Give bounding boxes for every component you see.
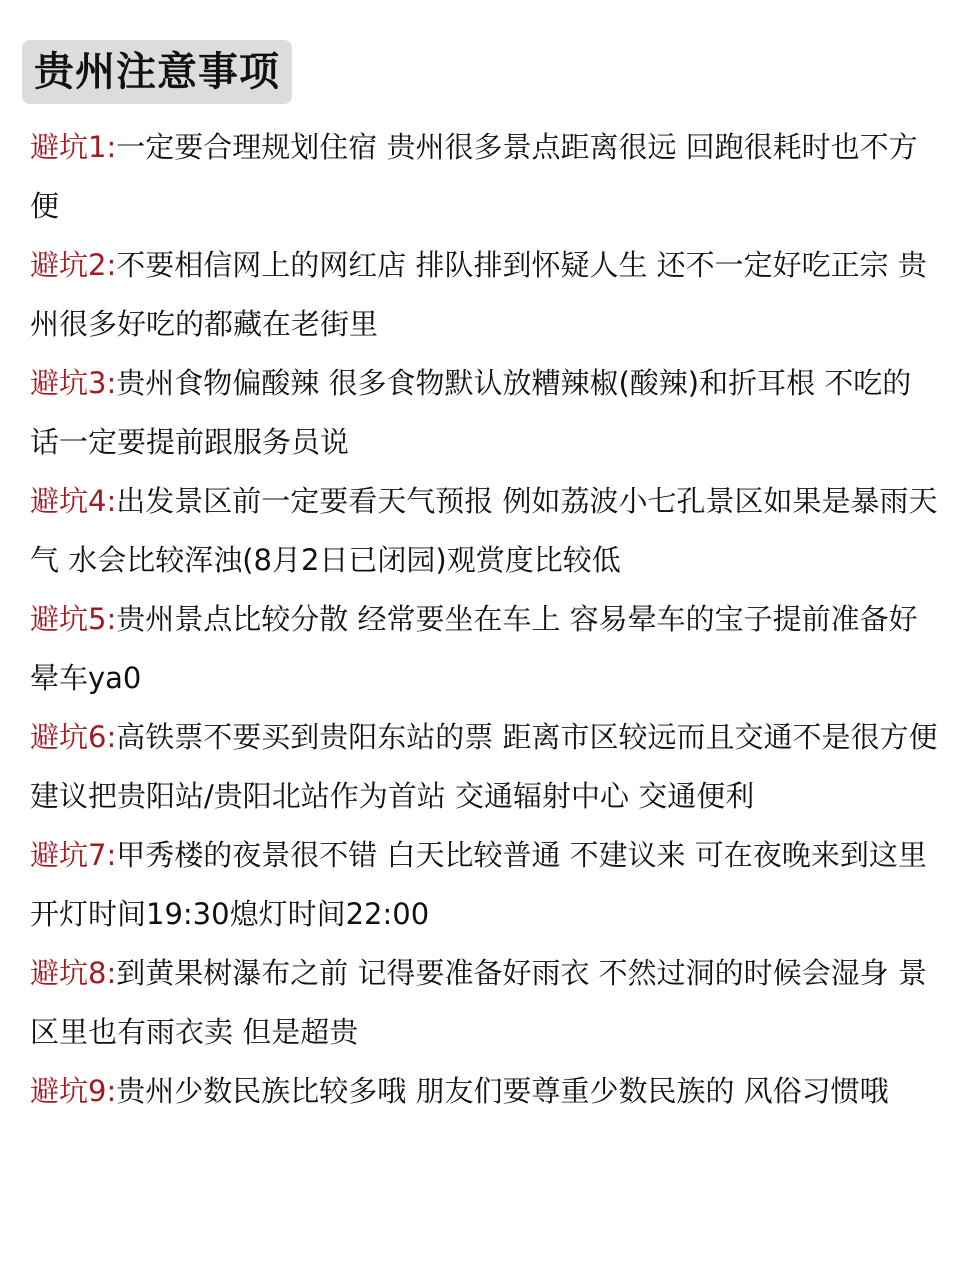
tip-item-9 (30, 1062, 938, 1121)
tip-item-8 (30, 944, 938, 1062)
tip-text: 一定要合理规划住宿 贵州很多景点距离很远 回跑很耗时也不方便 (30, 130, 918, 223)
tip-text: 贵州少数民族比较多哦 朋友们要尊重少数民族的 风俗习惯哦 (116, 1074, 889, 1108)
tip-label: 避坑2: (30, 248, 117, 282)
tip-text: 贵州食物偏酸辣 很多食物默认放糟辣椒(酸辣)和折耳根 不吃的话一定要提前跟服务员说 (30, 366, 912, 459)
tip-label: 避坑5: (30, 602, 117, 636)
tip-item-1 (30, 118, 938, 236)
tip-item-2 (30, 236, 938, 354)
tip-label: 避坑4: (30, 484, 117, 518)
tip-label: 避坑6: (30, 720, 117, 754)
tip-item-7 (30, 826, 938, 944)
tip-label: 避坑9: (30, 1074, 117, 1108)
tip-item-4 (30, 472, 938, 590)
tip-text: 高铁票不要买到贵阳东站的票 距离市区较远而且交通不是很方便 建议把贵阳站/贵阳北站作为首站 交通辐射中心 交通便利 (30, 720, 938, 813)
tip-label: 避坑3: (30, 366, 117, 400)
tip-label: 避坑8: (30, 956, 117, 990)
tips-list (30, 118, 938, 1121)
title-banner (22, 40, 292, 104)
tip-label: 避坑7: (30, 838, 117, 872)
tip-text: 甲秀楼的夜景很不错 白天比较普通 不建议来 可在夜晚来到这里 开灯时间19:30熄灯时间22:00 (30, 838, 927, 931)
tip-text: 出发景区前一定要看天气预报 例如荔波小七孔景区如果是暴雨天气 水会比较浑浊(8月2日已闭园)观赏度比较低 (30, 484, 938, 577)
page-title: 贵州注意事项 (34, 49, 280, 95)
tip-text: 不要相信网上的网红店 排队排到怀疑人生 还不一定好吃正宗 贵州很多好吃的都藏在老街里 (30, 248, 927, 341)
tip-text: 到黄果树瀑布之前 记得要准备好雨衣 不然过洞的时候会湿身 景区里也有雨衣卖 但是超贵 (30, 956, 927, 1049)
tip-text: 贵州景点比较分散 经常要坐在车上 容易晕车的宝子提前准备好晕车ya0 (30, 602, 918, 695)
tip-item-6 (30, 708, 938, 826)
tip-item-3 (30, 354, 938, 472)
tip-item-5 (30, 590, 938, 708)
tip-label: 避坑1: (30, 130, 117, 164)
